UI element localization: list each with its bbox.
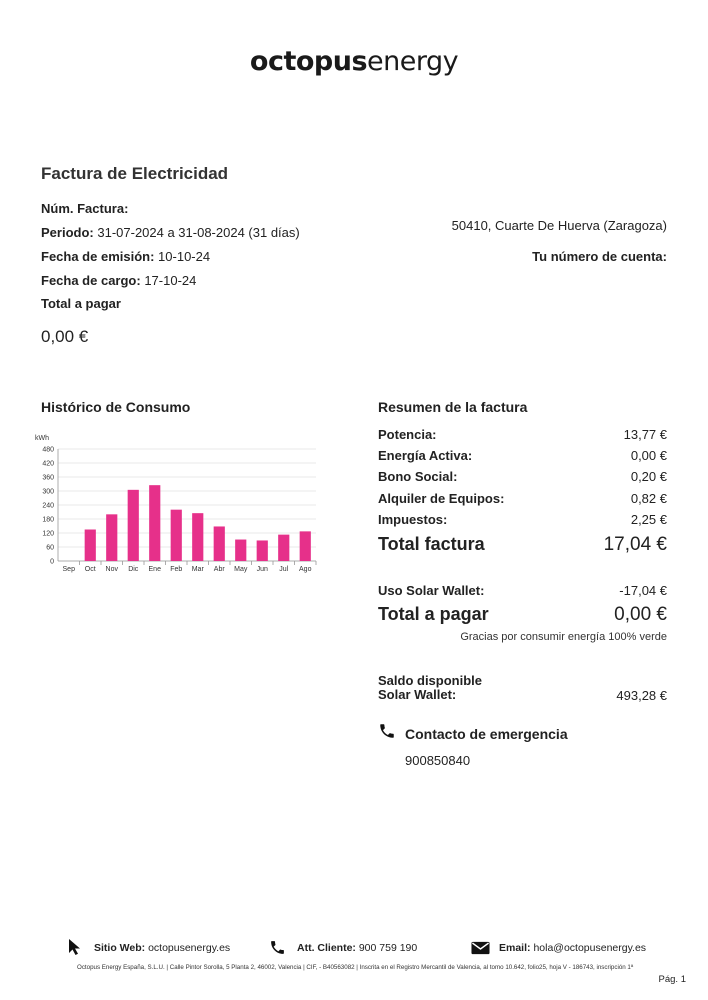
saldo-label-line1: Saldo disponible	[378, 673, 483, 688]
chart-y-tick-label: 480	[42, 446, 54, 454]
summary-value: 2,25 €	[630, 512, 667, 527]
consumption-chart	[30, 430, 320, 578]
emergency-phone: 900850840	[405, 753, 471, 768]
invoice-total-value: 0,00 €	[41, 327, 89, 346]
phone-icon	[269, 939, 286, 956]
invoice-charge-value: 17-10-24	[144, 273, 197, 288]
chart-x-tick-label: Ene	[148, 566, 161, 573]
total-factura-value: 17,04 €	[603, 534, 667, 555]
total-pagar-value: 0,00 €	[614, 604, 667, 625]
chart-bar	[192, 513, 203, 561]
footer-email-label: Email:	[499, 942, 531, 954]
chart-bar	[278, 535, 289, 561]
footer-website-value: octopusenergy.es	[148, 942, 231, 954]
history-title: Histórico de Consumo	[41, 399, 191, 415]
chart-y-tick-label: 360	[42, 474, 54, 482]
summary-title: Resumen de la factura	[378, 399, 528, 415]
footer-email[interactable]	[499, 942, 646, 954]
chart-bar	[106, 514, 117, 561]
invoice-period-label: Periodo:	[41, 225, 94, 240]
chart-x-tick-label: Jun	[256, 566, 268, 573]
summary-label: Impuestos:	[378, 512, 448, 527]
chart-unit-label: kWh	[35, 435, 49, 442]
phone-icon	[378, 722, 396, 740]
chart-x-tick-label: Sep	[62, 566, 75, 573]
invoice-period-value: 31-07-2024 a 31-08-2024 (31 días)	[97, 225, 300, 240]
saldo-value: 493,28 €	[616, 688, 667, 703]
summary-label: Energía Activa:	[378, 448, 473, 463]
green-energy-note: Gracias por consumir energía 100% verde	[460, 631, 667, 643]
summary-label: Potencia:	[378, 427, 437, 442]
summary-label: Bono Social:	[378, 469, 458, 484]
chart-y-tick-label: 120	[42, 530, 54, 538]
invoice-total-label: Total a pagar	[41, 296, 121, 311]
invoice-charge-date	[41, 273, 196, 288]
summary-label: Alquiler de Equipos:	[378, 491, 505, 506]
invoice-issue-date	[41, 249, 210, 264]
total-pagar-label: Total a pagar	[378, 604, 489, 624]
footer-customer-service[interactable]	[297, 942, 417, 954]
total-factura-label: Total factura	[378, 534, 485, 554]
brand-logo	[0, 46, 708, 77]
footer-att-value: 900 759 190	[358, 942, 418, 954]
summary-row-bono	[378, 469, 667, 484]
brand-logo-light: energy	[367, 46, 459, 77]
invoice-issue-label: Fecha de emisión:	[41, 249, 155, 264]
chart-bar	[300, 531, 311, 561]
chart-x-tick-label: Jul	[279, 566, 289, 573]
chart-bar	[171, 510, 182, 561]
summary-row-energia	[378, 448, 667, 463]
chart-y-tick-label: 180	[42, 516, 54, 524]
chart-x-tick-label: Abr	[213, 566, 225, 573]
chart-x-tick-label: Ago	[299, 566, 312, 573]
summary-solar-wallet	[378, 583, 667, 598]
summary-value: 0,82 €	[630, 491, 667, 506]
invoice-charge-label: Fecha de cargo:	[41, 273, 141, 288]
summary-total-pagar	[378, 604, 667, 626]
invoice-issue-value: 10-10-24	[158, 249, 211, 264]
footer-website-label: Sitio Web:	[94, 942, 146, 954]
chart-y-tick-label: 60	[46, 544, 54, 552]
chart-bar	[235, 540, 246, 561]
chart-x-tick-label: May	[234, 566, 248, 573]
chart-x-tick-label: Feb	[170, 566, 183, 573]
chart-bar	[214, 526, 225, 561]
footer-att-label: Att. Cliente:	[297, 942, 356, 954]
chart-x-tick-label: Oct	[84, 566, 96, 573]
invoice-title: Factura de Electricidad	[41, 164, 229, 183]
email-icon	[471, 941, 490, 955]
summary-row-impuestos	[378, 512, 667, 527]
chart-y-tick-label: 240	[42, 502, 54, 510]
chart-x-tick-label: Dic	[128, 566, 139, 573]
chart-bar	[85, 530, 96, 562]
account-number-label: Tu número de cuenta:	[532, 249, 667, 264]
solar-value: -17,04 €	[619, 583, 667, 598]
chart-y-tick-label: 0	[50, 558, 54, 566]
summary-value: 0,20 €	[630, 469, 667, 484]
footer-website[interactable]	[94, 942, 230, 954]
invoice-period	[41, 225, 300, 240]
customer-address: 50410, Cuarte De Huerva (Zaragoza)	[451, 218, 667, 233]
page-number: Pág. 1	[658, 974, 686, 985]
summary-row-potencia	[378, 427, 667, 442]
summary-value: 13,77 €	[623, 427, 667, 442]
invoice-number-label: Núm. Factura:	[41, 201, 129, 216]
cursor-icon	[68, 938, 84, 956]
solar-label: Uso Solar Wallet:	[378, 583, 485, 598]
chart-y-tick-label: 300	[42, 488, 54, 496]
chart-bar	[149, 485, 160, 561]
saldo-label-line2: Solar Wallet:	[378, 687, 457, 702]
chart-x-tick-label: Nov	[105, 566, 118, 573]
chart-x-tick-label: Mar	[191, 566, 204, 573]
chart-bar	[128, 490, 139, 561]
footer-email-value: hola@octopusenergy.es	[533, 942, 647, 954]
summary-total-factura	[378, 534, 667, 556]
footer-legal: Octopus Energy España, S.L.U. | Calle Pintor Sorolla, 5 Planta 2, 46002, Valencia | CIF, - B40563082 | Inscrita en el Registro Mercantil de Valencia, al tomo 10.642, folio25, hoja V - 186743, inscripción 1ª	[77, 964, 634, 971]
chart-bar	[257, 540, 268, 561]
summary-row-alquiler	[378, 491, 667, 506]
emergency-title: Contacto de emergencia	[405, 726, 568, 742]
chart-y-tick-label: 420	[42, 460, 54, 468]
brand-logo-bold: octopus	[249, 46, 368, 77]
summary-value: 0,00 €	[630, 448, 667, 463]
